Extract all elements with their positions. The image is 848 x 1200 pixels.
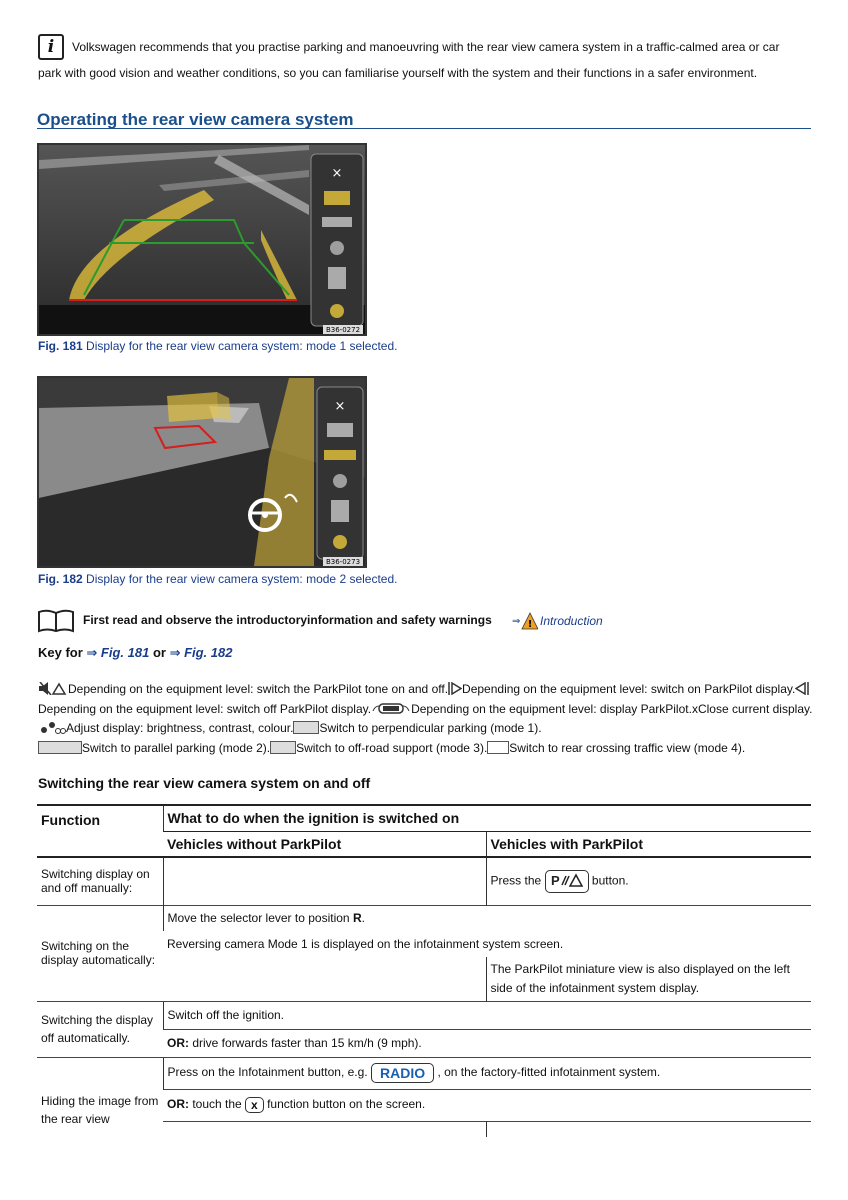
note-line-2: park with good vision and weather conditions, so you can familiarise yourself with the system and their functions in a safer environment. (38, 66, 758, 80)
row1-label: Switching display on and off manually: (41, 867, 150, 896)
row4-label: Hiding the image from the rear view (41, 1093, 159, 1126)
header-ignition: What to do when the ignition is switched on (163, 805, 811, 831)
figure-182-camera-display (37, 376, 367, 568)
row3-line2: OR: drive forwards faster than 15 km/h (9 mph). (167, 1036, 422, 1050)
figure-181-number: Fig. 181 (38, 339, 83, 353)
row1-press-text: Press the (490, 873, 542, 888)
fig-182-ref[interactable]: ⇒ Fig. 182 (169, 645, 233, 660)
legend-text-tone: Depending on the equipment level: switch the ParkPilot tone on and off. (68, 682, 449, 696)
figure-181-text: Display for the rear view camera system: mode 1 selected. (82, 339, 398, 353)
legend-text-off: Depending on the equipment level: switch off ParkPilot display. (38, 701, 372, 716)
svg-text:×: × (331, 166, 343, 181)
warning-arrow-icon (512, 612, 538, 630)
figure-182-caption (38, 572, 397, 586)
perpendicular-parking-icon (293, 721, 319, 734)
row4-line1: Press on the Infotainment button, e.g. RADIO , on the factory-fitted infotainment system. (163, 1057, 811, 1089)
figure-181-camera-display (37, 143, 367, 336)
figure-code: B36-0273 (325, 558, 361, 566)
speaker-mute-icon (38, 682, 68, 695)
row3-label: Switching the display off automatically. (37, 1001, 163, 1057)
book-icon (37, 609, 75, 633)
row1-with (486, 857, 811, 905)
legend-text-adjust: Adjust display: brightness, contrast, colour. (66, 721, 294, 735)
function-table (37, 804, 811, 1137)
introduction-link[interactable]: Introduction (540, 614, 603, 628)
legend-text-mode3: Switch to off-road support (mode 3). (296, 740, 488, 755)
key-for-prefix: Key for (38, 645, 87, 660)
row4-line2: OR: touch the x function button on the screen. (167, 1097, 426, 1112)
svg-text:⇒: ⇒ (512, 616, 521, 627)
legend-text-on: Depending on the equipment level: switch on ParkPilot display. (462, 682, 796, 696)
legend-text-mode4: Switch to rear crossing traffic view (mode 4). (509, 740, 746, 755)
legend-text-close: xClose current display. (691, 701, 813, 716)
row4-empty-a (163, 1121, 486, 1137)
info-icon: i (38, 34, 64, 60)
note-line-1: Volkswagen recommends that you practise parking and manoeuvring with the rear view camera system in a traffic-calmed area or car (72, 40, 780, 54)
parkpilot-icon (550, 872, 584, 888)
svg-text:×: × (334, 399, 346, 414)
cross-traffic-icon (487, 741, 509, 754)
close-x-button[interactable]: x (245, 1097, 264, 1113)
row1-without (163, 857, 486, 905)
row2-line2: Reversing camera Mode 1 is displayed on the infotainment system screen. (167, 937, 564, 951)
figure-code: B36-0272 (325, 326, 361, 334)
header-function: Function (37, 805, 163, 857)
header-with-parkpilot: Vehicles with ParkPilot (486, 831, 811, 857)
rear-camera-image-mode1 (39, 145, 365, 334)
figure-181-caption (38, 339, 397, 353)
legend-paragraph (38, 680, 813, 758)
legend-text-mode1: Switch to perpendicular parking (mode 1). (319, 721, 542, 735)
row2-line1: Move the selector lever to position R. (163, 905, 811, 931)
legend-text-mode2: Switch to parallel parking (mode 2). (82, 740, 271, 755)
parkpilot-button[interactable] (545, 870, 589, 893)
svg-text:!: ! (527, 619, 533, 630)
rear-camera-image-mode2 (39, 378, 365, 566)
figure-182-text: Display for the rear view camera system: mode 2 selected. (82, 572, 398, 586)
row4-empty-b (486, 1121, 811, 1137)
read-note: First read and observe the introductoryinformation and safety warnings (83, 613, 492, 627)
row2-without-empty (163, 957, 486, 1001)
parkpilot-off-icon (795, 682, 809, 695)
radio-button[interactable]: RADIO (371, 1063, 434, 1083)
table-subheading: Switching the rear view camera system on and off (38, 775, 371, 791)
key-for-or: or (149, 645, 170, 660)
row2-label: Switching on the display automatically: (37, 905, 163, 1001)
brightness-contrast-icon (38, 721, 66, 734)
header-without-parkpilot: Vehicles without ParkPilot (163, 831, 486, 857)
title-divider (37, 128, 811, 129)
row1-button-text: button. (591, 873, 629, 888)
figure-182-number: Fig. 182 (38, 572, 83, 586)
off-road-icon (270, 741, 296, 754)
legend-text-display: Depending on the equipment level: display ParkPilot. (411, 701, 692, 716)
key-for (38, 645, 232, 661)
row3-line1: Switch off the ignition. (163, 1001, 811, 1029)
parkpilot-display-icon (371, 702, 411, 715)
parallel-parking-icon (38, 741, 82, 754)
svg-text:P: P (550, 872, 560, 888)
fig-181-ref[interactable]: ⇒ Fig. 181 (86, 645, 150, 660)
row2-line3: The ParkPilot miniature view is also displayed on the left side of the infotainment system display. (486, 957, 811, 1001)
parkpilot-on-icon (448, 682, 462, 695)
section-title: Operating the rear view camera system (37, 110, 354, 129)
